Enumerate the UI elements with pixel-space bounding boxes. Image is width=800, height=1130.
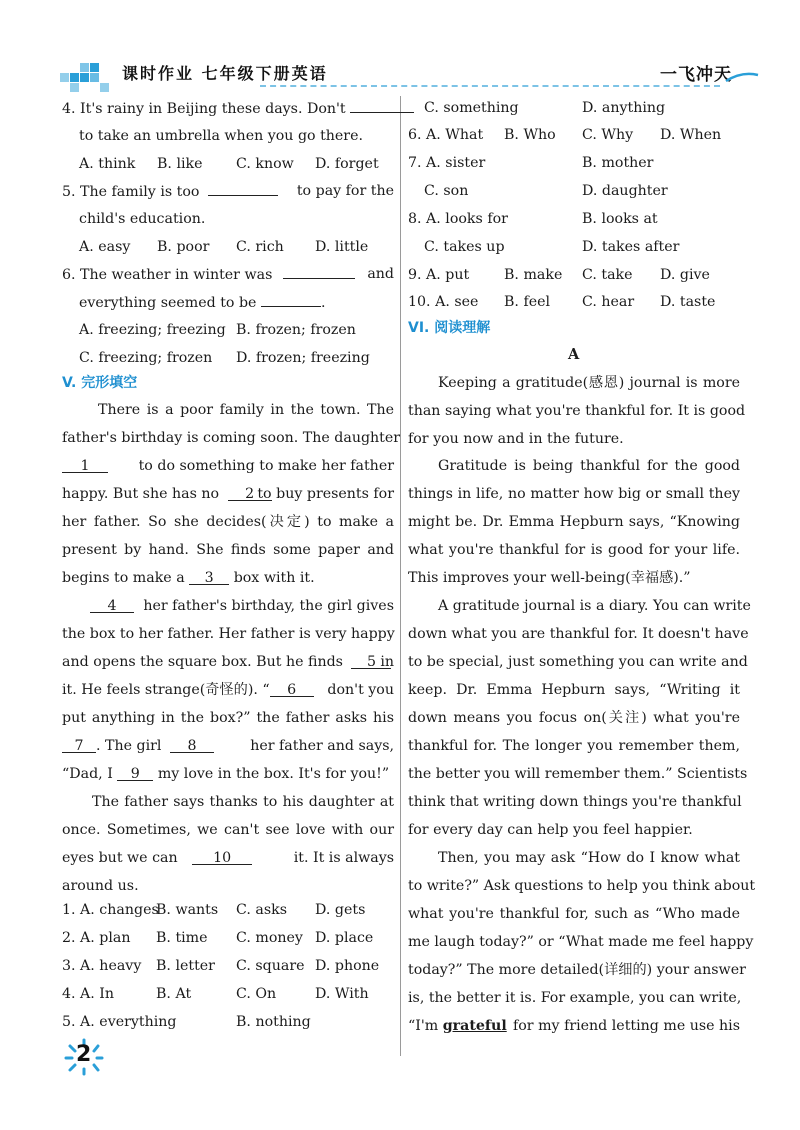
- passage-line: Gratitude is being thankful for the good: [438, 458, 740, 474]
- brand-logo: 一飞冲天: [660, 65, 732, 85]
- q6-option-b: B. frozen; frozen: [236, 322, 356, 338]
- choice-2-c: C. money: [236, 930, 303, 946]
- cloze-line: present by hand. She finds some paper and: [62, 542, 394, 558]
- passage-line: what you're thankful for is good for your life.: [408, 542, 740, 558]
- choice-3-d: D. phone: [315, 958, 380, 974]
- q6-option-c: C. freezing; frozen: [79, 350, 213, 366]
- passage-line: the better you will remember them.” Scientists: [408, 766, 748, 782]
- passage-title: A: [568, 346, 580, 363]
- cloze-line: The father says thanks to his daughter at: [92, 794, 394, 810]
- passage-line: down what you are thankful for. It doesn't have: [408, 626, 749, 642]
- choice-8-b: B. looks at: [582, 211, 658, 227]
- choice-4-b: B. At: [156, 986, 192, 1002]
- question-6-line2: everything seemed to be .: [79, 292, 326, 313]
- passage-line: than saying what you're thankful for. It is good: [408, 403, 746, 419]
- passage-line: Keeping a gratitude(感恩) journal is more: [438, 375, 740, 391]
- q4-option-d: D. forget: [315, 156, 379, 172]
- section-v-heading: V. 完形填空: [62, 375, 138, 391]
- passage-line: to be special, just something you can write and: [408, 654, 748, 670]
- cloze-line: begins to make a 3 box with it.: [62, 570, 315, 586]
- choice-6-b: B. Who: [504, 127, 556, 143]
- header-title: 课时作业 七年级下册英语: [122, 64, 328, 83]
- choice-2-a: 2. A. plan: [62, 930, 131, 946]
- passage-line: A gratitude journal is a diary. You can write: [438, 598, 751, 614]
- cloze-line: father's birthday is coming soon. The daughter: [62, 430, 401, 446]
- passage-line: think that writing down things you're thankful: [408, 794, 742, 810]
- choice-10-d: D. taste: [660, 294, 716, 310]
- cloze-line: 4 her father's birthday, the girl gives: [90, 596, 394, 616]
- page-number: [62, 1036, 112, 1076]
- passage-line: things in life, no matter how big or small they: [408, 486, 740, 502]
- cloze-line: happy. But she has no 2 to buy presents for: [62, 486, 394, 502]
- cloze-line: There is a poor family in the town. The: [98, 402, 394, 418]
- cloze-line: 7 . The girl 8 her father and says,: [62, 736, 394, 756]
- passage-line: for every day can help you feel happier.: [408, 822, 693, 838]
- choice-10-a: 10. A. see: [408, 294, 479, 310]
- q5-option-b: B. poor: [157, 239, 210, 255]
- q5-option-d: D. little: [315, 239, 369, 255]
- choice-8-a: 8. A. looks for: [408, 211, 508, 227]
- passage-line: Then, you may ask “How do I know what: [438, 850, 740, 866]
- logo-blocks-icon: [60, 59, 108, 93]
- brand-swoosh-icon: [724, 69, 760, 85]
- question-5: 5. The family is too to pay for the: [62, 183, 394, 200]
- choice-5-d: D. anything: [582, 100, 666, 116]
- q4-option-a: A. think: [79, 156, 136, 172]
- q5-option-a: A. easy: [79, 239, 131, 255]
- passage-line: This improves your well-being(幸福感).”: [408, 570, 691, 586]
- passage-line: keep. Dr. Emma Hepburn says, “Writing it: [408, 682, 740, 698]
- choice-8-c: C. takes up: [424, 239, 505, 255]
- q5-option-c: C. rich: [236, 239, 284, 255]
- choice-5-b: B. nothing: [236, 1014, 311, 1030]
- cloze-line: once. Sometimes, we can't see love with our: [62, 822, 394, 838]
- choice-6-d: D. When: [660, 127, 722, 143]
- passage-line: for you now and in the future.: [408, 431, 624, 447]
- choice-5-a: 5. A. everything: [62, 1014, 177, 1030]
- cloze-line: the box to her father. Her father is very happy: [62, 626, 395, 642]
- choice-1-b: B. wants: [156, 902, 219, 918]
- header-divider: [260, 85, 720, 87]
- choice-5-c: C. something: [424, 100, 519, 116]
- cloze-line: put anything in the box?” the father asks his: [62, 710, 394, 726]
- choice-4-c: C. On: [236, 986, 277, 1002]
- cloze-line: her father. So she decides(决定) to make a: [62, 514, 394, 530]
- choice-9-a: 9. A. put: [408, 267, 470, 283]
- cloze-line: and opens the square box. But he finds 5 in: [62, 654, 394, 670]
- question-5-line2: child's education.: [79, 211, 206, 227]
- choice-3-c: C. square: [236, 958, 305, 974]
- cloze-line: 1 to do something to make her father: [62, 456, 394, 476]
- choice-4-d: D. With: [315, 986, 369, 1002]
- q4-option-c: C. know: [236, 156, 294, 172]
- question-4-line2: to take an umbrella when you go there.: [79, 128, 363, 144]
- choice-3-b: B. letter: [156, 958, 215, 974]
- choice-7-b: B. mother: [582, 155, 654, 171]
- choice-4-a: 4. A. In: [62, 986, 115, 1002]
- page-number-digit: 2: [76, 1042, 92, 1067]
- passage-line: to write?” Ask questions to help you think about: [408, 878, 756, 894]
- choice-10-b: B. feel: [504, 294, 551, 310]
- choice-1-d: D. gets: [315, 902, 366, 918]
- passage-line: down means you focus on(关注) what you're: [408, 710, 740, 726]
- column-divider: [400, 96, 401, 1056]
- cloze-line: around us.: [62, 878, 139, 894]
- choice-7-d: D. daughter: [582, 183, 668, 199]
- cloze-line: it. He feels strange(奇怪的). “ 6 don't you: [62, 682, 394, 698]
- passage-line: today?” The more detailed(详细的) your answer: [408, 962, 746, 978]
- passage-line: might be. Dr. Emma Hepburn says, “Knowing: [408, 514, 740, 530]
- choice-7-a: 7. A. sister: [408, 155, 486, 171]
- passage-line: me laugh today?” or “What made me feel happy: [408, 934, 754, 950]
- q6-option-a: A. freezing; freezing: [79, 322, 226, 338]
- question-6: 6. The weather in winter was and: [62, 266, 394, 283]
- passage-line: what you're thankful for, such as “Who made: [408, 906, 740, 922]
- cloze-line: “Dad, I 9 my love in the box. It's for you!”: [62, 766, 390, 782]
- q4-option-b: B. like: [157, 156, 203, 172]
- choice-9-d: D. give: [660, 267, 710, 283]
- choice-2-d: D. place: [315, 930, 374, 946]
- choice-9-c: C. take: [582, 267, 633, 283]
- page-header: [60, 55, 760, 95]
- choice-2-b: B. time: [156, 930, 208, 946]
- cloze-line: eyes but we can 10 it. It is always: [62, 850, 394, 866]
- choice-6-c: C. Why: [582, 127, 634, 143]
- choice-3-a: 3. A. heavy: [62, 958, 142, 974]
- choice-8-d: D. takes after: [582, 239, 680, 255]
- passage-line: is, the better it is. For example, you can write,: [408, 990, 742, 1006]
- choice-1-c: C. asks: [236, 902, 287, 918]
- passage-line: thankful for. The longer you remember them,: [408, 738, 740, 754]
- choice-1-a: 1. A. changes: [62, 902, 159, 918]
- question-4: 4. It's rainy in Beijing these days. Don't: [62, 98, 414, 119]
- passage-line: “I'm grateful for my friend letting me use his: [408, 1018, 740, 1034]
- choice-6-a: 6. A. What: [408, 127, 484, 143]
- section-vi-heading: VI. 阅读理解: [408, 320, 491, 336]
- q6-option-d: D. frozen; freezing: [236, 350, 370, 366]
- choice-7-c: C. son: [424, 183, 469, 199]
- choice-10-c: C. hear: [582, 294, 635, 310]
- highlighted-word: grateful: [442, 1018, 507, 1034]
- choice-9-b: B. make: [504, 267, 563, 283]
